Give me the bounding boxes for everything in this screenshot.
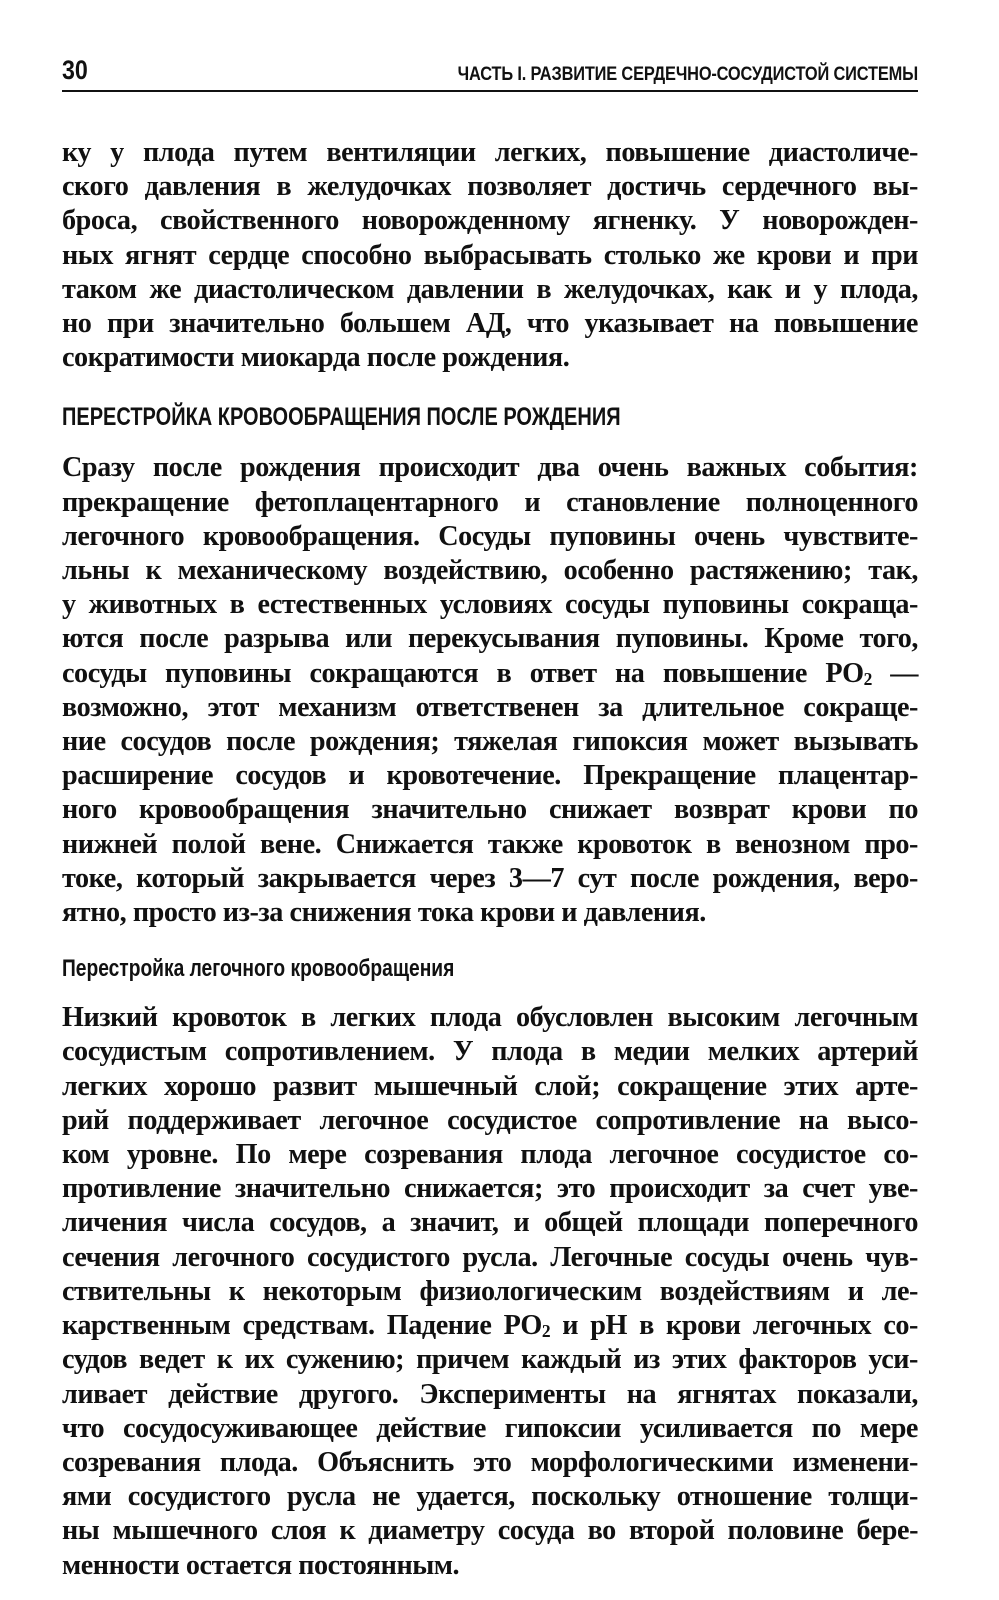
text-line: легких хорошо развит мышечный слой; сокращение этих арте- — [62, 1070, 918, 1102]
text-line: сосудистым сопротивлением. У плода в медии мелких артерий — [62, 1036, 918, 1068]
section-heading: ПЕРЕСТРОЙКА КРОВООБРАЩЕНИЯ ПОСЛЕ РОЖДЕНИЯ — [62, 403, 621, 432]
text-line: сократимости миокарда после рождения. — [62, 342, 570, 374]
paragraph-2 — [62, 451, 918, 930]
text-line: прекращение фетоплацентарного и становление полноценного — [62, 486, 918, 518]
text-line: ного кровообращения значительно снижает возврат крови по — [62, 794, 918, 826]
text-line: что сосудосуживающее действие гипоксии усиливается по мере — [62, 1412, 918, 1444]
text-line: ского давления в желудочках позволяет достичь сердечного вы- — [62, 171, 918, 203]
text-line: токе, который закрывается через 3—7 сут после рождения, веро- — [62, 862, 918, 894]
text-line: нижней полой вене. Снижается также кровоток в венозном про- — [62, 828, 918, 860]
text-line: таком же диастолическом давлении в желудочках, как и у плода, — [62, 273, 918, 305]
text-line: ние сосудов после рождения; тяжелая гипоксия может вызывать — [62, 726, 918, 758]
text-line: Низкий кровоток в легких плода обусловлен высоким легочным — [62, 1002, 918, 1034]
text-line: ются после разрыва или перекусывания пуповины. Кроме того, — [62, 623, 918, 655]
paragraph-1 — [62, 136, 918, 375]
running-header — [62, 40, 918, 92]
text-line: ями сосудистого русла не удается, поскольку отношение толщи- — [62, 1481, 918, 1513]
text-line: Сразу после рождения происходит два очень важных события: — [62, 452, 918, 484]
subscript: 2 — [541, 1321, 551, 1342]
book-page — [62, 40, 918, 1583]
text-line: броса, свойственного новорожденному ягненку. У новорожден- — [62, 205, 918, 237]
text-line: личения числа сосудов, а значит, и общей площади поперечного — [62, 1207, 918, 1239]
text-line: льны к механическому воздействию, особенно растяжению; так, — [62, 555, 918, 587]
text-line: ных ягнят сердце способно выбрасывать столько же крови и при — [62, 239, 918, 271]
text-line: но при значительно большем АД, что указывает на повышение — [62, 308, 918, 340]
text-line: ятно, просто из-за снижения тока крови и давления. — [62, 897, 706, 929]
paragraph-3 — [62, 1001, 918, 1582]
subsection-heading: Перестройка легочного кровообращения — [62, 955, 455, 983]
text-line: ствительны к некоторым физиологическим воздействиям и ле- — [62, 1275, 918, 1307]
text-line: ком уровне. По мере созревания плода легочное сосудистое со- — [62, 1139, 918, 1171]
text-line — [62, 657, 918, 691]
text-line: созревания плода. Объяснить это морфологическими изменени- — [62, 1446, 918, 1478]
text-line: рий поддерживает легочное сосудистое сопротивление на высо- — [62, 1104, 918, 1136]
text-line: судов ведет к их сужению; причем каждый из этих факторов уси- — [62, 1344, 918, 1376]
text-line: ны мышечного слоя к диаметру сосуда во второй половине бере- — [62, 1515, 918, 1547]
text-line: ливает действие другого. Эксперименты на ягнятах показали, — [62, 1378, 918, 1410]
text-segment: сосуды пуповины сокращаются в ответ на повышение PO — [62, 657, 864, 689]
text-line: противление значительно снижается; это происходит за счет уве- — [62, 1173, 918, 1205]
text-segment: и pH в крови легочных со- — [550, 1310, 918, 1342]
text-line — [62, 1309, 918, 1343]
text-segment: карственным средствам. Падение PO — [62, 1310, 542, 1342]
text-line: у животных в естественных условиях сосуды пуповины сокраща- — [62, 589, 918, 621]
text-line: возможно, этот механизм ответственен за длительное сокраще- — [62, 691, 918, 723]
running-title: ЧАСТЬ I. РАЗВИТИЕ СЕРДЕЧНО-СОСУДИСТОЙ СИСТЕМЫ — [457, 62, 918, 85]
text-line: менности остается постоянным. — [62, 1549, 460, 1581]
text-segment: — — [871, 657, 918, 689]
page-number: 30 — [62, 55, 88, 85]
text-line: сечения легочного сосудистого русла. Легочные сосуды очень чув- — [62, 1241, 918, 1273]
text-line: ку у плода путем вентиляции легких, повышение диастоличе- — [62, 137, 918, 168]
text-line: расширение сосудов и кровотечение. Прекращение плацентар- — [62, 760, 918, 792]
text-line: легочного кровообращения. Сосуды пуповины очень чувствите- — [62, 520, 918, 552]
subscript: 2 — [863, 668, 872, 689]
